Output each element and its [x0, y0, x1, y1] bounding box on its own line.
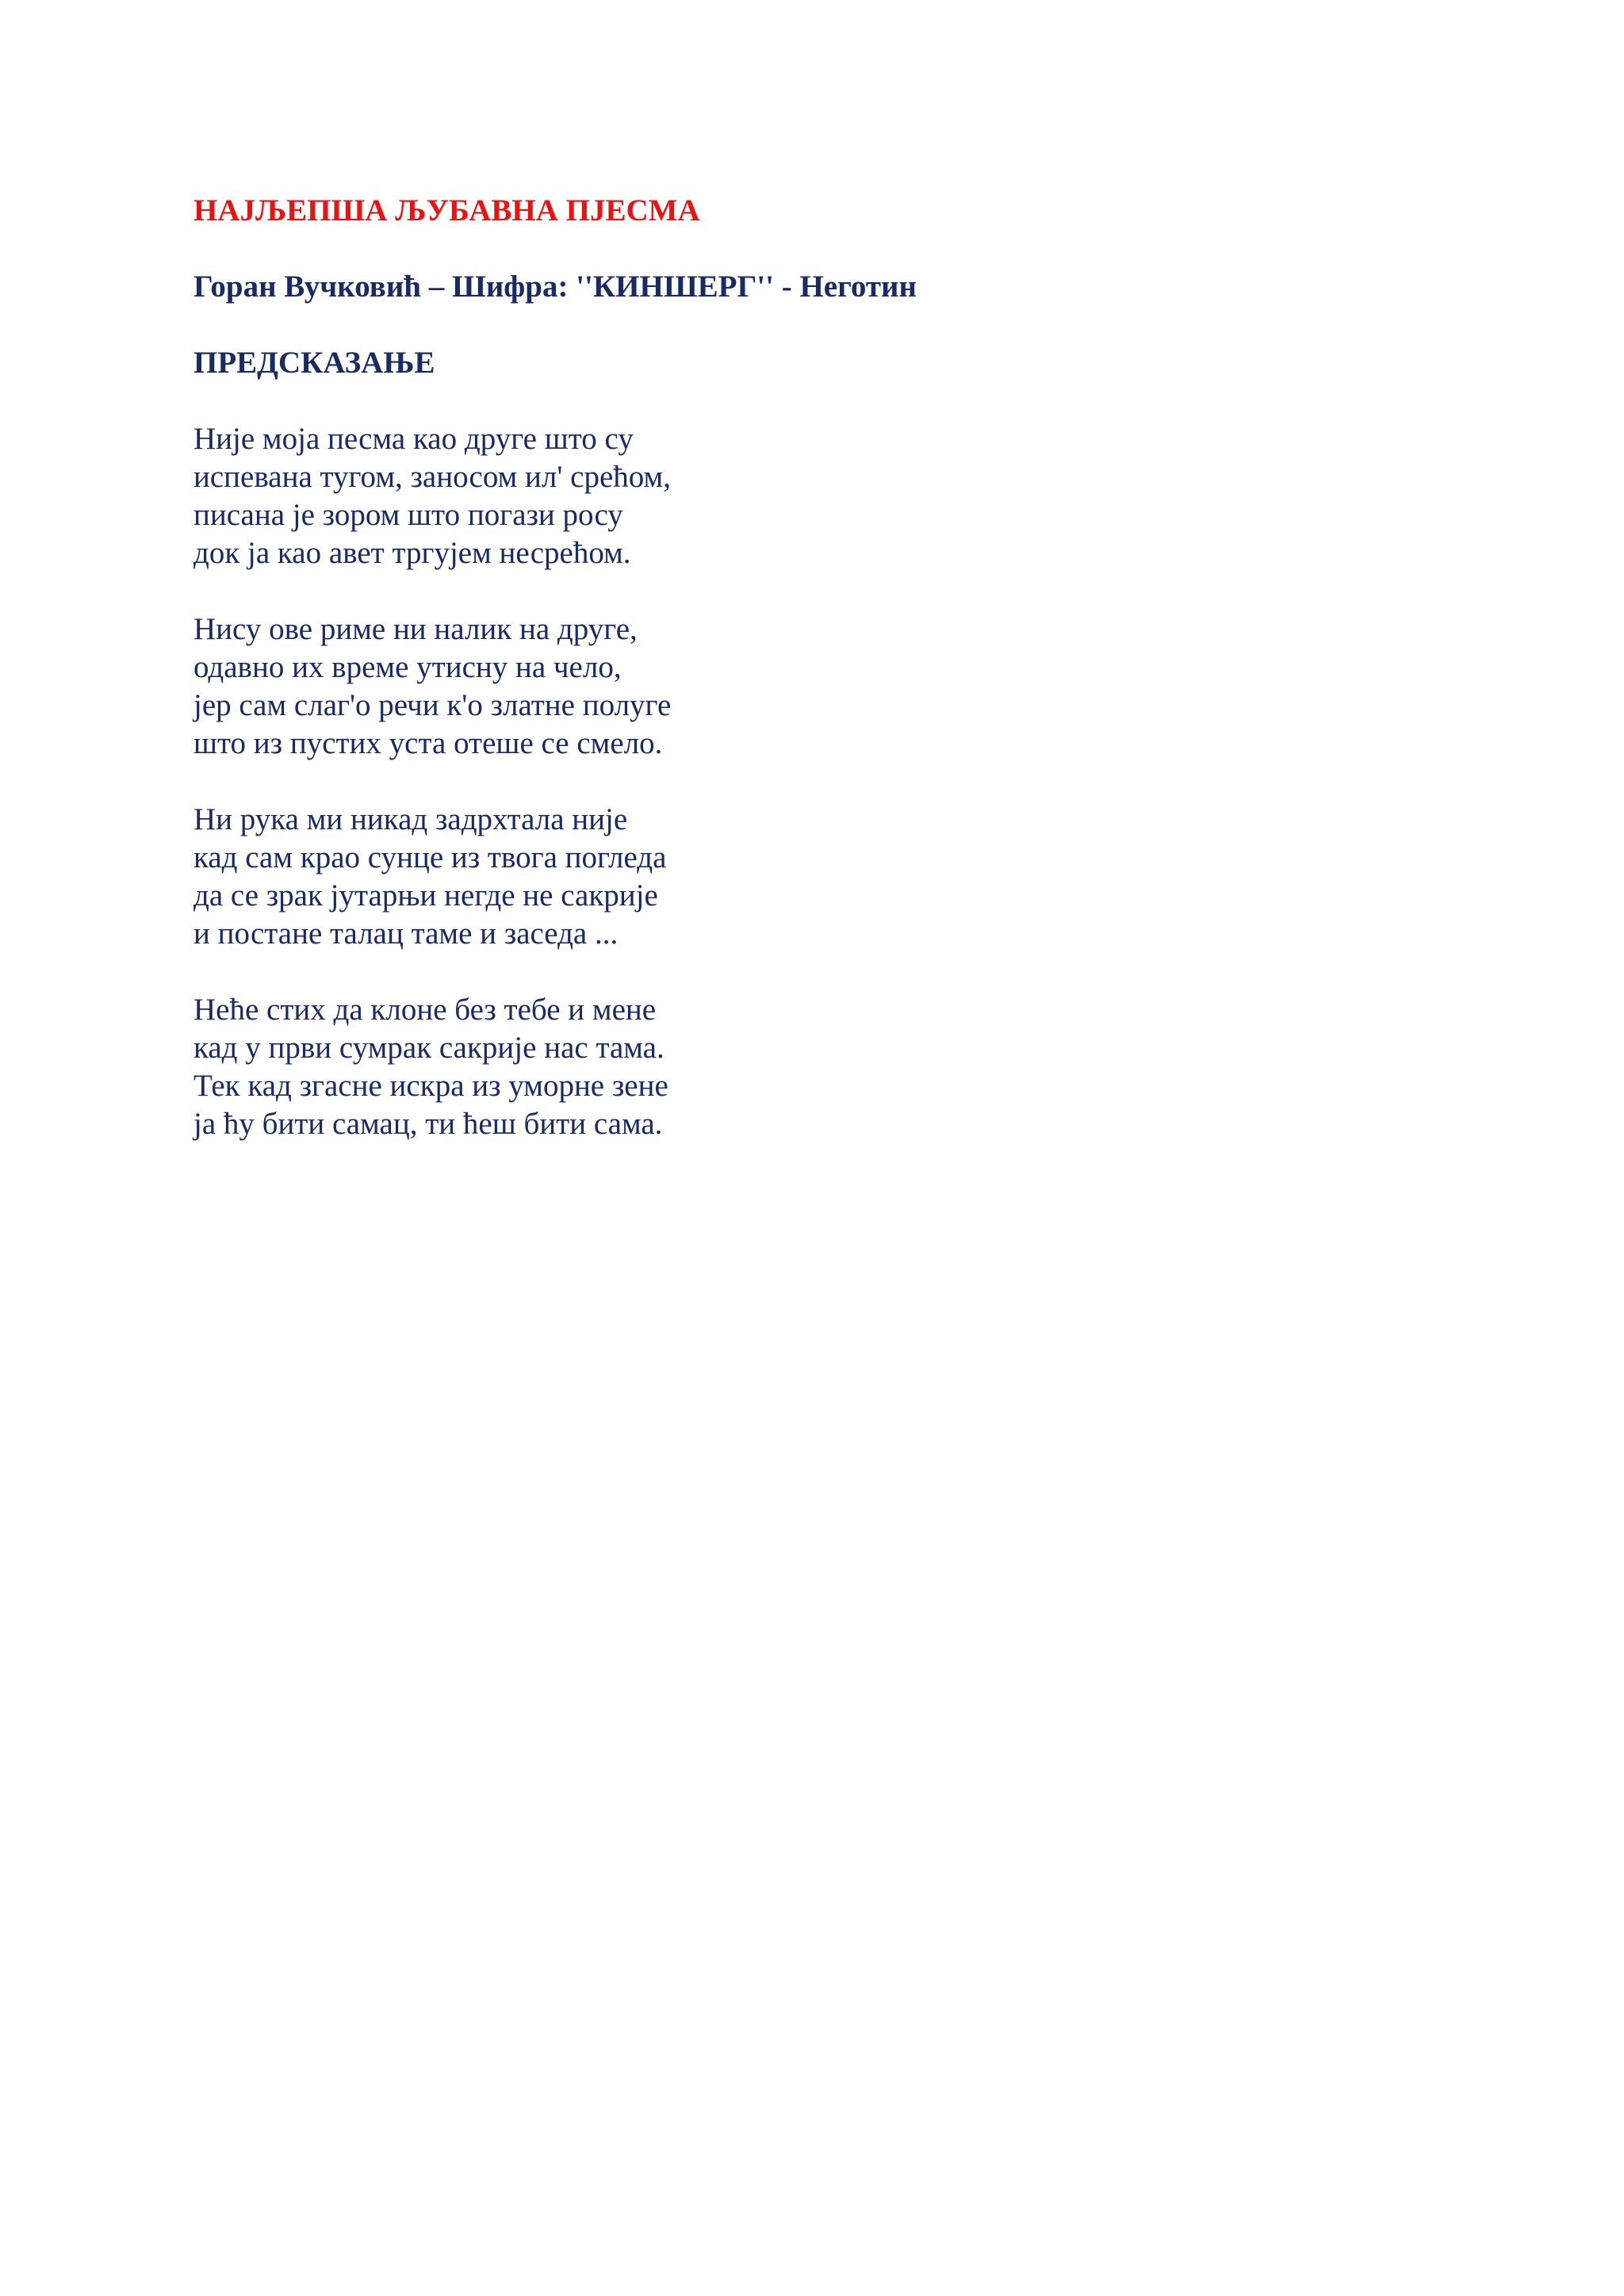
stanza-2 [193, 610, 671, 763]
stanza-3 [193, 801, 671, 953]
verse-line: кад сам крао сунце из твога погледа [193, 840, 667, 874]
verse-line: одавно их време утисну на чело, [193, 650, 622, 684]
verse-line: Нећe стих да клоне без тебе и мене [193, 993, 657, 1027]
verse-line: што из пустих уста отеше се смело. [193, 726, 663, 760]
document-title: НАЈЉЕПША ЉУБАВНА ПЈЕСМА [193, 193, 700, 228]
poem-body [193, 420, 671, 1143]
verse-line: и постане талац таме и заседа ... [193, 916, 619, 951]
verse-line: Нису ове риме ни налик на друге, [193, 612, 638, 646]
verse-line: ја ћу бити самац, ти ћеш бити сама. [193, 1107, 663, 1141]
verse-line: јер сам слаг'о речи к'о златне полуге [193, 688, 672, 722]
verse-line: Тек кад згасне искра из уморне зене [193, 1069, 668, 1103]
verse-line: кад у први сумрак сакрије нас тама. [193, 1031, 665, 1065]
verse-line: Није моја песма као друге што су [193, 422, 634, 456]
stanza-4 [193, 991, 671, 1143]
poem-title: ПРЕДСКАЗАЊЕ [193, 346, 435, 380]
verse-line: док ја као авет тргујем несрећом. [193, 536, 631, 570]
author-line: Горан Вучковић – Шифра: ''КИНШЕРГ'' - Неготин [193, 270, 917, 304]
stanza-1 [193, 420, 671, 572]
verse-line: испевана тугом, заносом ил' срећом, [193, 460, 671, 494]
verse-line: Ни рука ми никад задрхтала није [193, 802, 628, 836]
verse-line: да се зрак јутарњи негде не сакрије [193, 878, 658, 913]
verse-line: писана је зором што погази росу [193, 498, 623, 532]
